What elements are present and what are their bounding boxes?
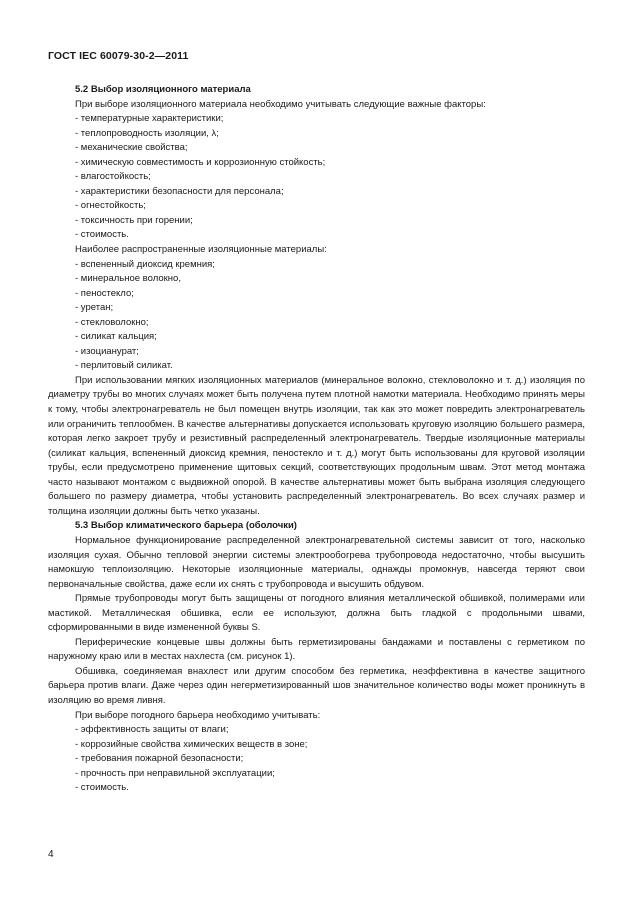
list-item: - требования пожарной безопасности; [75,753,244,765]
list-item: - стоимость. [75,229,129,241]
document-body [48,83,585,796]
list-item: - коррозийные свойства химических веществ в зоне; [75,738,308,750]
list-item: - силикат кальция; [75,331,157,343]
materials-intro: Наиболее распространенные изоляционные материалы: [75,244,327,256]
list-item: - влагостойкость; [75,171,151,183]
list-item: - огнестойкость; [75,200,146,212]
barrier-intro: При выборе погодного барьера необходимо учитывать: [75,709,321,721]
body-paragraph: Нормальное функционирование распределенной электронагревательной системы зависит от того, насколько изоляция сухая. Обычно тепловой энергии системы электрообогрева трубопровода недостаточно, чтобы высушить намокшую теплоизоляцию. Некоторые изоляционные материалы, однажды промокнув, навсегда теряют свои первоначальные свойства, даже если их снять с трубопровода и высушить обдувом. [48,534,585,590]
list-item: - уретан; [75,302,114,314]
list-item: - механические свойства; [75,142,188,154]
factors-list [48,112,585,243]
list-item: - минеральное волокно, [75,273,181,285]
list-item: - температурные характеристики; [75,113,224,125]
body-paragraph: Обшивка, соединяемая внахлест или другим способом без герметика, неэффективна в качестве защитного барьера против влаги. Даже через один негерметизированный шов значительное количество воды может проникнуть в изоляцию во время ливня. [48,665,585,706]
materials-list [48,258,585,374]
list-item: - пеностекло; [75,287,134,299]
body-paragraph: Периферические концевые швы должны быть герметизированы бандажами и поставлены с герметиком по наружному краю или в местах нахлеста (см. рисунок 1). [48,636,585,663]
list-item: - изоцианурат; [75,345,139,357]
section-heading: 5.2 Выбор изоляционного материала [75,84,251,95]
list-item: - токсичность при горении; [75,214,193,226]
list-item: - эффективность защиты от влаги; [75,724,229,736]
body-paragraph: Прямые трубопроводы могут быть защищены от погодного влияния металлической обшивкой, полимерами или мастикой. Металлическая обшивка, если ее используют, должна быть гладкой с продольными швами, сформированными в виде измененной буквы S. [48,593,585,634]
list-item: - теплопроводность изоляции, λ; [75,127,219,139]
list-item: - прочность при неправильной эксплуатации; [75,767,275,779]
list-item: - стекловолокно; [75,316,149,328]
barrier-factors-list [48,723,585,796]
document-header: ГОСТ IEC 60079-30-2—2011 [48,50,189,62]
list-item: - характеристики безопасности для персонала; [75,185,284,197]
intro-text: При выборе изоляционного материала необходимо учитывать следующие важные факторы: [75,98,486,110]
list-item: - стоимость. [75,782,129,794]
section-heading: 5.3 Выбор климатического барьера (оболочки) [75,520,297,532]
body-paragraph: При использовании мягких изоляционных материалов (минеральное волокно, стекловолокно и т. д.) изоляция по диаметру трубы во многих случаях может быть получена путем плотной намотки материала. Необходимо принять меры к тому, чтобы электронагреватель не был помещен внутрь изоляции, так как это может повредить электронагреватель или ограничить теплообмен. В качестве альтернативы допускается использовать круговую изоляцию большего размера, которая легко закроет трубу и резистивный распределенный электронагреватель. Твердые изоляционные материалы (силикат кальция, вспененный диоксид кремния, пеностекло и т. д.) могут быть использованы для круговой изоляции трубы, если предусмотрено применение щитовых секций, соответствующих продольным швам. Этот метод монтажа часто называют монтажом с выдвижной опорой. В качестве альтернативы может быть выбрана изоляция следующего большего по размеру диаметра, чтобы установить распределенный электронагреватель. Во всех случаях размер и толщина изоляции должны быть четко указаны. [48,374,585,517]
list-item: - вспененный диоксид кремния; [75,258,215,270]
page-number: 4 [48,849,54,860]
list-item: - химическую совместимость и коррозионную стойкость; [75,156,326,168]
list-item: - перлитовый силикат. [75,360,173,372]
